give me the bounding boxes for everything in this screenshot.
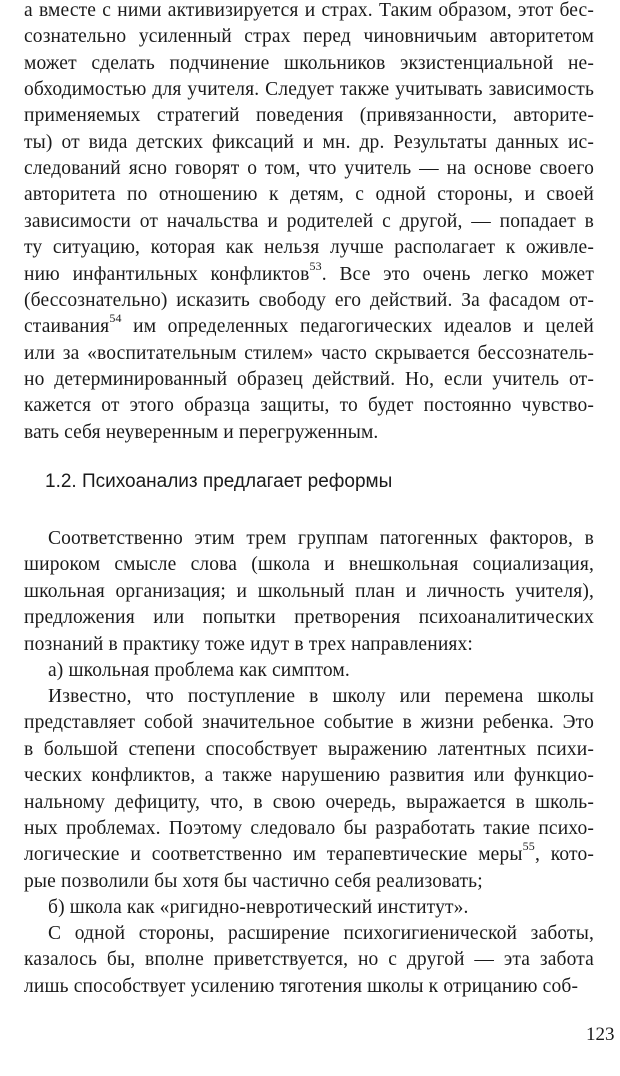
text-segment: нию инфантильных конфликтов (24, 263, 310, 285)
paragraph-line (24, 258, 594, 286)
list-item-a: а) школьная проблема как симптом. (48, 660, 350, 681)
paragraph-line: казалось бы, вполне приветствуется, но с другой — эта забота (24, 949, 594, 971)
section-heading: 1.2. Психоанализ предлагает реформы (45, 471, 393, 492)
paragraph-line: авторитета по отношению к детям, с одной стороны, и своей (24, 184, 594, 206)
paragraph-line: вать себя неуверенным и перегруженным. (24, 421, 379, 443)
paragraph-line: (бессознательно) исказить свободу его действий. За фасадом от- (24, 289, 594, 311)
paragraph-line: С одной стороны, расширение психогигиенической заботы, (48, 923, 594, 944)
paragraph-line: школьная организация; и школьный план и личность учителя), (24, 580, 594, 602)
paragraph-line: познаний в практику тоже идут в трех направлениях: (24, 633, 473, 655)
paragraph-line: рые позволили бы хотя бы частично себя реализовать; (24, 870, 483, 892)
paragraph-line: обходимостью для учителя. Следует также учитывать зависимость (24, 79, 594, 101)
paragraph-line: кажется от этого образца защиты, то будет постоянно чувство- (24, 395, 594, 417)
paragraph-line: Соответственно этим трем группам патогенных факторов, в (48, 528, 594, 549)
list-item-b: б) школа как «ригидно-невротический институт». (48, 897, 469, 918)
text-segment: . Все это очень легко может (321, 263, 594, 285)
paragraph-line: ты) от вида детских фиксаций и мн. др. Результаты данных ис- (24, 131, 594, 153)
paragraph-line (24, 311, 594, 338)
paragraph-line: зависимости от начальства и родителей с другой, — попадает в (24, 210, 594, 232)
paragraph-line: следований ясно говорят о том, что учитель — на основе своего (24, 158, 594, 180)
paragraph-line: может сделать подчинение школьников экзистенциальной не- (24, 52, 594, 74)
paragraph-line: Известно, что поступление в школу или перемена школы (48, 686, 594, 707)
paragraph-line: ческих конфликтов, а также нарушению развития или функцио- (24, 765, 594, 787)
paragraph-line: или за «воспитательным стилем» часто скрывается бессознатель- (24, 342, 594, 364)
footnote-marker: 54 (109, 311, 122, 326)
footnote-marker: 53 (309, 258, 322, 273)
paragraph-line: а вместе с ними активизируется и страх. Таким образом, этот бес- (24, 0, 594, 21)
footnote-marker: 55 (522, 839, 535, 854)
paragraph-line: широком смысле слова (школа и внешкольная социализация, (24, 554, 594, 576)
text-segment: им определенных педагогических идеалов и целей (121, 316, 594, 338)
text-segment: логические и соответственно им терапевтические меры (24, 844, 523, 866)
paragraph-line: в большой степени способствует выражению латентных психи- (24, 738, 594, 760)
paragraph-line: ту ситуацию, которая как нельзя лучше располагает к оживлe- (24, 237, 594, 259)
paragraph-line: представляет собой значительное событие в жизни ребенка. Это (24, 712, 594, 734)
page-number: 123 (586, 1024, 615, 1045)
paragraph-line: лишь способствует усилению тяготения школы к отрицанию соб- (24, 975, 579, 997)
paragraph-line: но детерминированный образец действий. Но, если учитель от- (24, 368, 594, 390)
text-segment: , кото- (534, 844, 594, 866)
paragraph-line: предложения или попытки претворения психоаналитических (24, 607, 594, 629)
paragraph-line: применяемых стратегий поведения (привязанности, авторите- (24, 105, 594, 127)
paragraph-line: сознательно усиленный страх перед чиновничьим авторитетом (24, 26, 594, 48)
paragraph-line (24, 839, 594, 866)
paragraph-line: нальному дефициту, что, в свою очередь, выражается в школь- (24, 791, 594, 813)
paragraph-line: ных проблемах. Поэтому следовало бы разработать такие психо- (24, 818, 594, 839)
text-segment: стаивания (24, 316, 110, 338)
